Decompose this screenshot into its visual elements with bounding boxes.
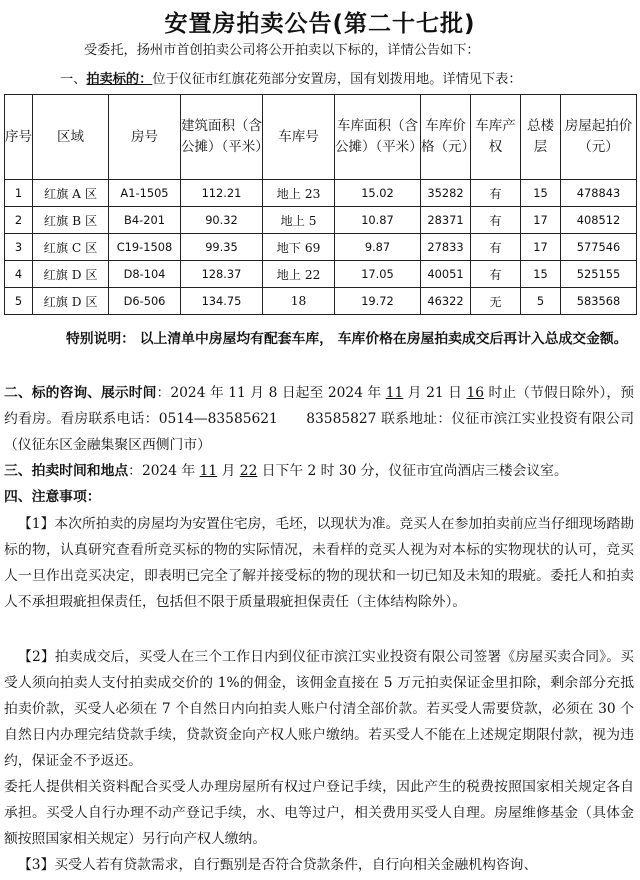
cell-garage-area: 17.05 (335, 261, 421, 288)
cell-floor-area: 90.32 (181, 207, 263, 234)
section-2-text-c: 时止（节假日除外），预约看房。看房联系电话：0514—83585621 83585827 联系地址：仪征市滨江实业投资有限公司（仪征东区金融集聚区西侧门市） (4, 385, 634, 453)
intro-text: 受委托，扬州市首创拍卖公司将公开拍卖以下标的，详情公告如下： (84, 43, 480, 58)
cell-garage-price: 28371 (421, 207, 471, 234)
table-row (5, 207, 637, 234)
cell-room: D6-506 (109, 288, 181, 315)
section-3-month: 11 (199, 463, 218, 479)
cell-garage-ownership: 有 (471, 180, 521, 207)
cell-garage-ownership: 有 (471, 261, 521, 288)
cell-area: 红旗 C 区 (33, 234, 109, 261)
table-row (5, 234, 637, 261)
header-garage-ownership: 车库产权 (471, 95, 521, 180)
cell-room: D8-104 (109, 261, 181, 288)
cell-room: C19-1508 (109, 234, 181, 261)
cell-floor-area: 128.37 (181, 261, 263, 288)
page-title: 安置房拍卖公告(第二十七批) (164, 11, 476, 37)
cell-garage-price: 46322 (421, 288, 471, 315)
cell-total-floors: 15 (521, 261, 561, 288)
cell-start-price: 583568 (561, 288, 637, 315)
cell-area: 红旗 A 区 (33, 180, 109, 207)
header-total-floors: 总楼层 (521, 95, 561, 180)
section-3-text-c: 日下午 2 时 30 分，仪征市宜尚酒店三楼会议室。 (257, 463, 568, 479)
cell-room: B4-201 (109, 207, 181, 234)
cell-room: A1-1505 (109, 180, 181, 207)
section-2-end-month: 11 (385, 385, 404, 401)
header-room: 房号 (109, 95, 181, 180)
cell-garage-area: 19.72 (335, 288, 421, 315)
table-header-row (5, 95, 637, 180)
cell-garage-no: 地上 22 (263, 261, 335, 288)
header-area: 区域 (33, 95, 109, 180)
cell-total-floors: 5 (521, 288, 561, 315)
section-3-text-b: 月 (217, 463, 240, 479)
cell-total-floors: 17 (521, 234, 561, 261)
section-2-end-hour: 16 (466, 385, 484, 401)
section-1-text: 位于仪征市红旗花苑部分安置房，国有划拨用地。详情见下表： (152, 72, 522, 87)
section-1-heading: 拍卖标的： (86, 72, 153, 87)
cell-garage-no: 地上 23 (263, 180, 335, 207)
cell-floor-area: 99.35 (181, 234, 263, 261)
header-floor-area: 建筑面积（含公摊）（平米） (181, 95, 263, 180)
cell-total-floors: 15 (521, 180, 561, 207)
cell-garage-ownership: 有 (471, 234, 521, 261)
cell-index: 4 (5, 261, 33, 288)
cell-garage-area: 9.87 (335, 234, 421, 261)
cell-garage-no: 地上 5 (263, 207, 335, 234)
header-garage-area: 车库面积（含公摊）（平米） (335, 95, 421, 180)
cell-area: 红旗 D 区 (33, 261, 109, 288)
section-1 (60, 71, 522, 89)
cell-garage-area: 10.87 (335, 207, 421, 234)
note-2-text-b: 委托人提供相关资料配合买受人办理房屋所有权过户登记手续，因此产生的税费按照国家相关规定各自承担。买受人自行办理不动产登记手续，水、电等过户，相关费用买受人自理。房屋维修基金（具体金额按照国家相关规定）另行向产权人缴纳。 (4, 779, 634, 847)
cell-index: 2 (5, 207, 33, 234)
section-3-text-a: ：2024 年 (128, 463, 200, 479)
cell-start-price: 408512 (561, 207, 637, 234)
cell-start-price: 525155 (561, 261, 637, 288)
table-row (5, 288, 637, 315)
cell-area: 红旗 B 区 (33, 207, 109, 234)
cell-total-floors: 17 (521, 207, 561, 234)
section-3-heading: 三、拍卖时间和地点 (4, 463, 129, 479)
note-1 (4, 511, 634, 615)
note-3-text: 【3】买受人若有贷款需求，自行甄别是否符合贷款条件，自行向相关金融机构咨询、 (18, 857, 538, 873)
cell-floor-area: 134.75 (181, 288, 263, 315)
section-2-text-a: ：2024 年 11 月 8 日起至 2024 年 (156, 385, 386, 401)
cell-garage-ownership: 无 (471, 288, 521, 315)
table-row (5, 261, 637, 288)
section-2 (4, 380, 634, 458)
cell-garage-price: 27833 (421, 234, 471, 261)
cell-garage-price: 40051 (421, 261, 471, 288)
section-2-text-b: 月 21 日 (403, 385, 467, 401)
cell-floor-area: 112.21 (181, 180, 263, 207)
cell-index: 1 (5, 180, 33, 207)
note-3 (4, 852, 634, 878)
header-garage-no: 车库号 (263, 95, 335, 180)
section-4-heading: 四、注意事项： (4, 489, 101, 505)
property-table (4, 94, 637, 315)
cell-start-price: 577546 (561, 234, 637, 261)
table-row (5, 180, 637, 207)
cell-garage-area: 15.02 (335, 180, 421, 207)
section-3 (4, 458, 634, 484)
note-2 (4, 644, 634, 852)
note-1-text: 【1】本次所拍卖的房屋均为安置住宅房，毛坯，以现状为准。竞买人在参加拍卖前应当仔细现场踏勘标的物，认真研究查看所竞买标的物的实际情况，未看样的竞买人视为对本标的实物现状的认可，竞买人一旦作出竞买决定，即表明已完全了解并接受标的物的现状和一切已知及未知的瑕疵。委托人和拍卖人不承担瑕疵担保责任，包括但不限于质量瑕疵担保责任（主体结构除外）。 (4, 516, 634, 610)
header-garage-price: 车库价格（元） (421, 95, 471, 180)
note-2-text-a: 【2】拍卖成交后，买受人在三个工作日内到仪征市滨江实业投资有限公司签署《房屋买卖合同》。买受人须向拍卖人支付拍卖成交价的 1%的佣金，该佣金直接在 5 万元拍卖保证金里扣除，剩余部分充抵拍卖价款，买受人必须在 7 个自然日内向拍卖人账户付清全部价款。若买受人需要贷款，必须在 30 个自然日内办理完结贷款手续，贷款资金向产权人账户缴纳。若买受人不能在上述规定期限付款，视为违约，保证金不予返还。 (4, 649, 634, 769)
cell-garage-no: 地下 69 (263, 234, 335, 261)
special-note-text: 特别说明： 以上清单中房屋均有配套车库， 车库价格在房屋拍卖成交后再计入总成交金额。 (66, 331, 628, 347)
cell-garage-price: 35282 (421, 180, 471, 207)
cell-start-price: 478843 (561, 180, 637, 207)
cell-garage-no: 18 (263, 288, 335, 315)
cell-index: 3 (5, 234, 33, 261)
cell-index: 5 (5, 288, 33, 315)
header-index: 序号 (5, 95, 33, 180)
section-1-number: 一、 (60, 72, 87, 87)
header-start-price: 房屋起拍价（元） (561, 95, 637, 180)
section-2-heading: 二、标的咨询、展示时间 (4, 385, 157, 401)
special-note (14, 326, 634, 352)
cell-garage-ownership: 有 (471, 207, 521, 234)
cell-area: 红旗 D 区 (33, 288, 109, 315)
section-3-day: 22 (239, 463, 258, 479)
